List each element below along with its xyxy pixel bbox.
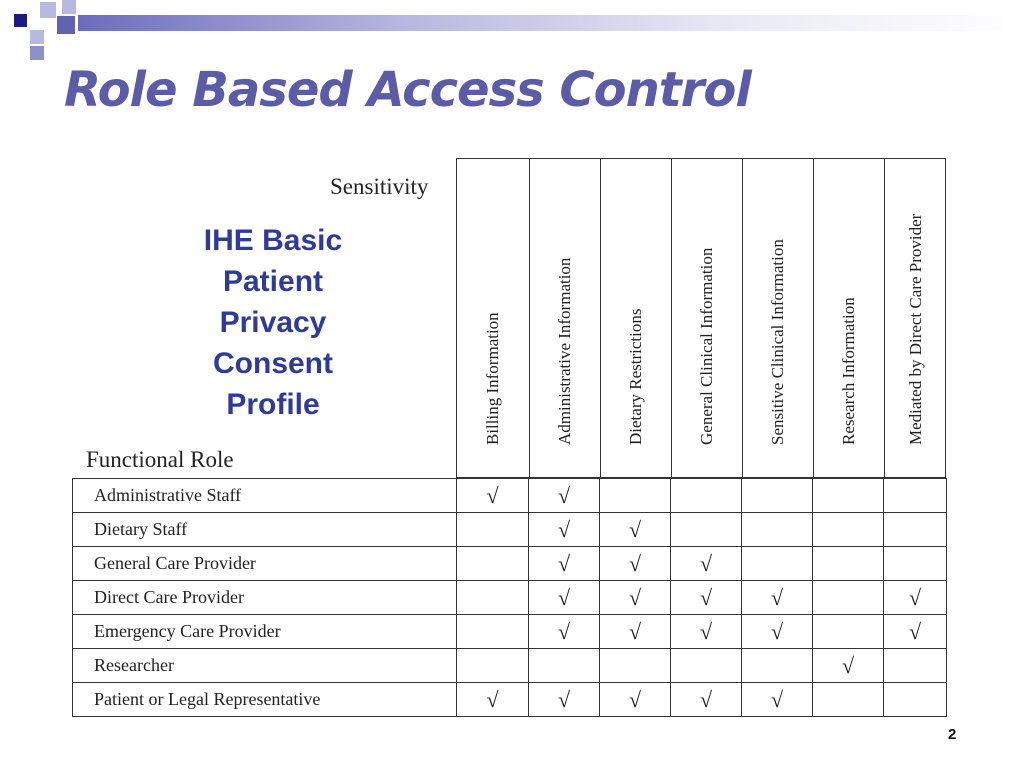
- check-mark: √: [600, 683, 671, 717]
- slide-title: Role Based Access Control: [64, 62, 751, 118]
- empty-cell: [457, 649, 529, 683]
- table-row: [73, 615, 947, 649]
- empty-cell: [813, 615, 884, 649]
- check-mark: √: [742, 581, 813, 615]
- empty-cell: [884, 547, 947, 581]
- decor-square-light: [40, 2, 56, 18]
- empty-cell: [529, 649, 600, 683]
- check-mark: √: [600, 547, 671, 581]
- column-header: [600, 159, 671, 477]
- check-mark: √: [600, 615, 671, 649]
- empty-cell: [600, 649, 671, 683]
- column-header: [884, 159, 947, 477]
- column-header-label: Dietary Restrictions: [626, 308, 645, 445]
- check-mark: √: [671, 547, 742, 581]
- empty-cell: [813, 581, 884, 615]
- table-row: [73, 513, 947, 547]
- column-header-label: Billing Information: [483, 312, 502, 445]
- role-name: General Care Provider: [73, 547, 457, 581]
- sensitivity-header: [456, 158, 946, 478]
- empty-cell: [671, 649, 742, 683]
- decor-square-dark: [14, 14, 27, 27]
- empty-cell: [457, 615, 529, 649]
- empty-cell: [813, 683, 884, 717]
- empty-cell: [457, 581, 529, 615]
- subtitle-line: IHE Basic: [203, 224, 343, 257]
- check-mark: √: [671, 683, 742, 717]
- role-name: Direct Care Provider: [73, 581, 457, 615]
- column-header-label: Sensitive Clinical Information: [768, 239, 787, 445]
- column-header: [529, 159, 600, 477]
- check-mark: √: [742, 615, 813, 649]
- empty-cell: [884, 683, 947, 717]
- column-header: [742, 159, 813, 477]
- empty-cell: [813, 479, 884, 513]
- role-name: Researcher: [73, 649, 457, 683]
- empty-cell: [813, 513, 884, 547]
- check-mark: √: [884, 615, 947, 649]
- column-header: [813, 159, 884, 477]
- check-mark: √: [671, 615, 742, 649]
- profile-subtitle: [163, 220, 383, 425]
- check-mark: √: [457, 479, 529, 513]
- check-mark: √: [884, 581, 947, 615]
- page-number: 2: [948, 726, 957, 743]
- role-name: Dietary Staff: [73, 513, 457, 547]
- role-name: Patient or Legal Representative: [73, 683, 457, 717]
- empty-cell: [884, 649, 947, 683]
- empty-cell: [671, 479, 742, 513]
- table-row: [73, 479, 947, 513]
- check-mark: √: [600, 513, 671, 547]
- table-row: [73, 547, 947, 581]
- decor-square-light: [30, 30, 44, 44]
- column-header-label: Mediated by Direct Care Provider: [906, 213, 925, 445]
- subtitle-line: Profile: [226, 388, 320, 421]
- empty-cell: [742, 649, 813, 683]
- table-row: [73, 581, 947, 615]
- empty-cell: [884, 513, 947, 547]
- column-header-label: Administrative Information: [555, 257, 574, 445]
- check-mark: √: [671, 581, 742, 615]
- subtitle-line: Consent: [213, 347, 333, 380]
- check-mark: √: [742, 683, 813, 717]
- table-row: [73, 683, 947, 717]
- check-mark: √: [813, 649, 884, 683]
- role-name: Emergency Care Provider: [73, 615, 457, 649]
- table-row: [73, 649, 947, 683]
- subtitle-line: Privacy: [219, 306, 327, 339]
- check-mark: √: [529, 513, 600, 547]
- empty-cell: [742, 479, 813, 513]
- decor-square-mid: [30, 46, 44, 60]
- column-header: [671, 159, 742, 477]
- check-mark: √: [529, 581, 600, 615]
- empty-cell: [742, 547, 813, 581]
- functional-role-label: Functional Role: [86, 447, 234, 472]
- check-mark: √: [529, 615, 600, 649]
- column-header-label: General Clinical Information: [697, 247, 716, 445]
- check-mark: √: [529, 479, 600, 513]
- check-mark: √: [457, 683, 529, 717]
- check-mark: √: [529, 547, 600, 581]
- column-header: [457, 159, 529, 477]
- empty-cell: [600, 479, 671, 513]
- column-header-label: Research Information: [839, 297, 858, 445]
- empty-cell: [457, 547, 529, 581]
- sensitivity-label: Sensitivity: [330, 174, 429, 199]
- header-gradient-bar: [78, 15, 1024, 31]
- empty-cell: [742, 513, 813, 547]
- role-name: Administrative Staff: [73, 479, 457, 513]
- empty-cell: [671, 513, 742, 547]
- decor-square-mid: [57, 16, 75, 34]
- empty-cell: [457, 513, 529, 547]
- subtitle-line: Patient: [222, 265, 324, 298]
- decor-square-light: [62, 0, 76, 14]
- check-mark: √: [600, 581, 671, 615]
- empty-cell: [813, 547, 884, 581]
- check-mark: √: [529, 683, 600, 717]
- empty-cell: [884, 479, 947, 513]
- access-control-matrix: [72, 478, 947, 717]
